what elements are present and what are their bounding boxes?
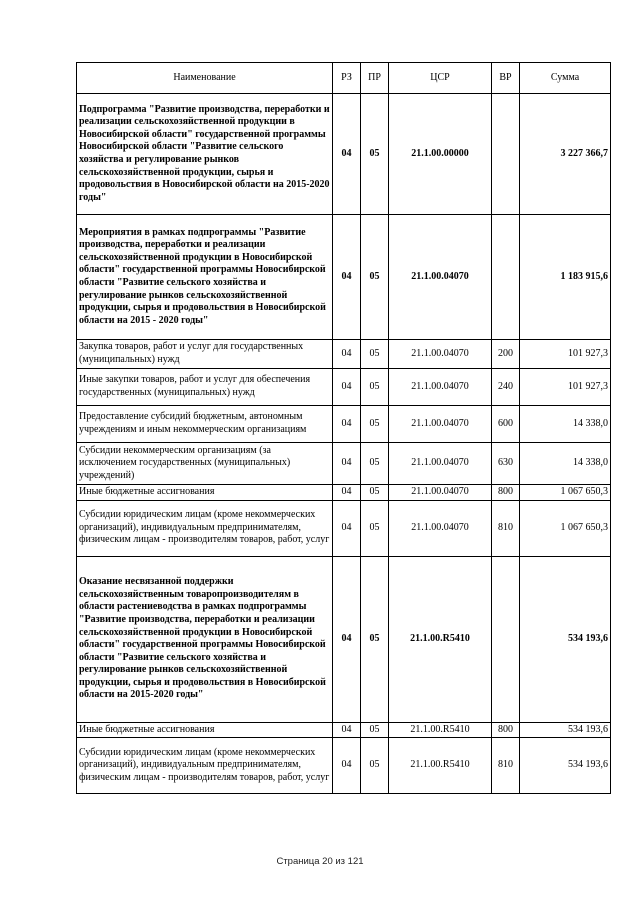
row-sum: 534 193,6 <box>520 738 611 794</box>
row-pr: 05 <box>361 369 389 406</box>
row-sum: 101 927,3 <box>520 340 611 369</box>
row-vr: 800 <box>492 722 520 738</box>
row-pr: 05 <box>361 485 389 501</box>
row-csr: 21.1.00.04070 <box>389 369 492 406</box>
row-pr: 05 <box>361 500 389 556</box>
row-pr: 05 <box>361 406 389 443</box>
budget-table <box>76 62 611 794</box>
row-pr: 05 <box>361 556 389 722</box>
row-csr: 21.1.00.04070 <box>389 485 492 501</box>
row-pr: 05 <box>361 340 389 369</box>
row-sum: 1 067 650,3 <box>520 500 611 556</box>
page-number: Страница 20 из 121 <box>276 856 364 867</box>
row-name: Закупка товаров, работ и услуг для государственных (муниципальных) нужд <box>77 340 333 369</box>
table-row <box>77 443 611 485</box>
row-pr: 05 <box>361 94 389 215</box>
row-csr: 21.1.00.04070 <box>389 443 492 485</box>
table-row <box>77 340 611 369</box>
row-vr: 810 <box>492 500 520 556</box>
row-rz: 04 <box>333 500 361 556</box>
row-vr: 630 <box>492 443 520 485</box>
row-vr: 200 <box>492 340 520 369</box>
row-name: Субсидии юридическим лицам (кроме некоммерческих организаций), индивидуальным предпринимателям, физическим лицам - производителям товаров, работ, услуг <box>77 738 333 794</box>
row-pr: 05 <box>361 722 389 738</box>
header-row <box>77 63 611 94</box>
row-rz: 04 <box>333 485 361 501</box>
row-rz: 04 <box>333 738 361 794</box>
row-vr <box>492 94 520 215</box>
row-pr: 05 <box>361 215 389 340</box>
row-rz: 04 <box>333 722 361 738</box>
row-sum: 534 193,6 <box>520 722 611 738</box>
row-name: Иные бюджетные ассигнования <box>77 485 333 501</box>
row-rz: 04 <box>333 406 361 443</box>
table-row <box>77 215 611 340</box>
header-name: Наименование <box>77 63 333 94</box>
row-sum: 14 338,0 <box>520 443 611 485</box>
row-sum: 534 193,6 <box>520 556 611 722</box>
row-name: Подпрограмма "Развитие производства, переработки и реализации сельскохозяйственной продукции в Новосибирской области" государственной программы Новосибирской области "Развитие сельского хозяйства и регулирование рынков сельскохозяйственной продукции, сырья и продовольствия в Новосибирской области на 2015-2020 годы" <box>77 94 333 215</box>
row-vr: 810 <box>492 738 520 794</box>
row-vr: 800 <box>492 485 520 501</box>
row-pr: 05 <box>361 738 389 794</box>
row-rz: 04 <box>333 215 361 340</box>
row-vr <box>492 215 520 340</box>
row-csr: 21.1.00.04070 <box>389 215 492 340</box>
row-vr: 600 <box>492 406 520 443</box>
row-name: Мероприятия в рамках подпрограммы "Развитие производства, переработки и реализации сельскохозяйственной продукции в Новосибирской области" государственной программы Новосибирской области "Развитие сельского хозяйства и регулирование рынков сельскохозяйственной продукции, сырья и продовольствия в Новосибирской области на 2015 - 2020 годы" <box>77 215 333 340</box>
header-pr: ПР <box>361 63 389 94</box>
row-vr <box>492 556 520 722</box>
row-vr: 240 <box>492 369 520 406</box>
row-rz: 04 <box>333 94 361 215</box>
table-row <box>77 722 611 738</box>
row-pr: 05 <box>361 443 389 485</box>
row-name: Иные бюджетные ассигнования <box>77 722 333 738</box>
table-row <box>77 94 611 215</box>
row-sum: 1 183 915,6 <box>520 215 611 340</box>
row-csr: 21.1.00.R5410 <box>389 738 492 794</box>
row-name: Оказание несвязанной поддержки сельскохозяйственным товаропроизводителям в области растениеводства в рамках подпрограммы "Развитие производства, переработки и реализации сельскохозяйственной продукции в Новосибирской области" государственной программы Новосибирской области "Развитие сельского хозяйства и регулирование рынков сельскохозяйственной продукции, сырья и продовольствия в Новосибирской области на 2015-2020 годы" <box>77 556 333 722</box>
row-name: Субсидии юридическим лицам (кроме некоммерческих организаций), индивидуальным предпринимателям, физическим лицам - производителям товаров, работ, услуг <box>77 500 333 556</box>
row-name: Предоставление субсидий бюджетным, автономным учреждениям и иным некоммерческим организациям <box>77 406 333 443</box>
row-csr: 21.1.00.04070 <box>389 500 492 556</box>
row-name: Субсидии некоммерческим организациям (за исключением государственных (муниципальных) учреждений) <box>77 443 333 485</box>
row-sum: 101 927,3 <box>520 369 611 406</box>
header-vr: ВР <box>492 63 520 94</box>
row-csr: 21.1.00.04070 <box>389 340 492 369</box>
row-name: Иные закупки товаров, работ и услуг для обеспечения государственных (муниципальных) нужд <box>77 369 333 406</box>
row-csr: 21.1.00.R5410 <box>389 556 492 722</box>
row-csr: 21.1.00.04070 <box>389 406 492 443</box>
row-sum: 14 338,0 <box>520 406 611 443</box>
row-sum: 3 227 366,7 <box>520 94 611 215</box>
row-sum: 1 067 650,3 <box>520 485 611 501</box>
row-rz: 04 <box>333 556 361 722</box>
table-row <box>77 369 611 406</box>
table-row <box>77 738 611 794</box>
table-row <box>77 406 611 443</box>
header-rz: РЗ <box>333 63 361 94</box>
row-rz: 04 <box>333 443 361 485</box>
row-csr: 21.1.00.R5410 <box>389 722 492 738</box>
table-row <box>77 485 611 501</box>
row-rz: 04 <box>333 369 361 406</box>
header-csr: ЦСР <box>389 63 492 94</box>
table-row <box>77 500 611 556</box>
row-rz: 04 <box>333 340 361 369</box>
row-csr: 21.1.00.00000 <box>389 94 492 215</box>
table-row <box>77 556 611 722</box>
header-sum: Сумма <box>520 63 611 94</box>
